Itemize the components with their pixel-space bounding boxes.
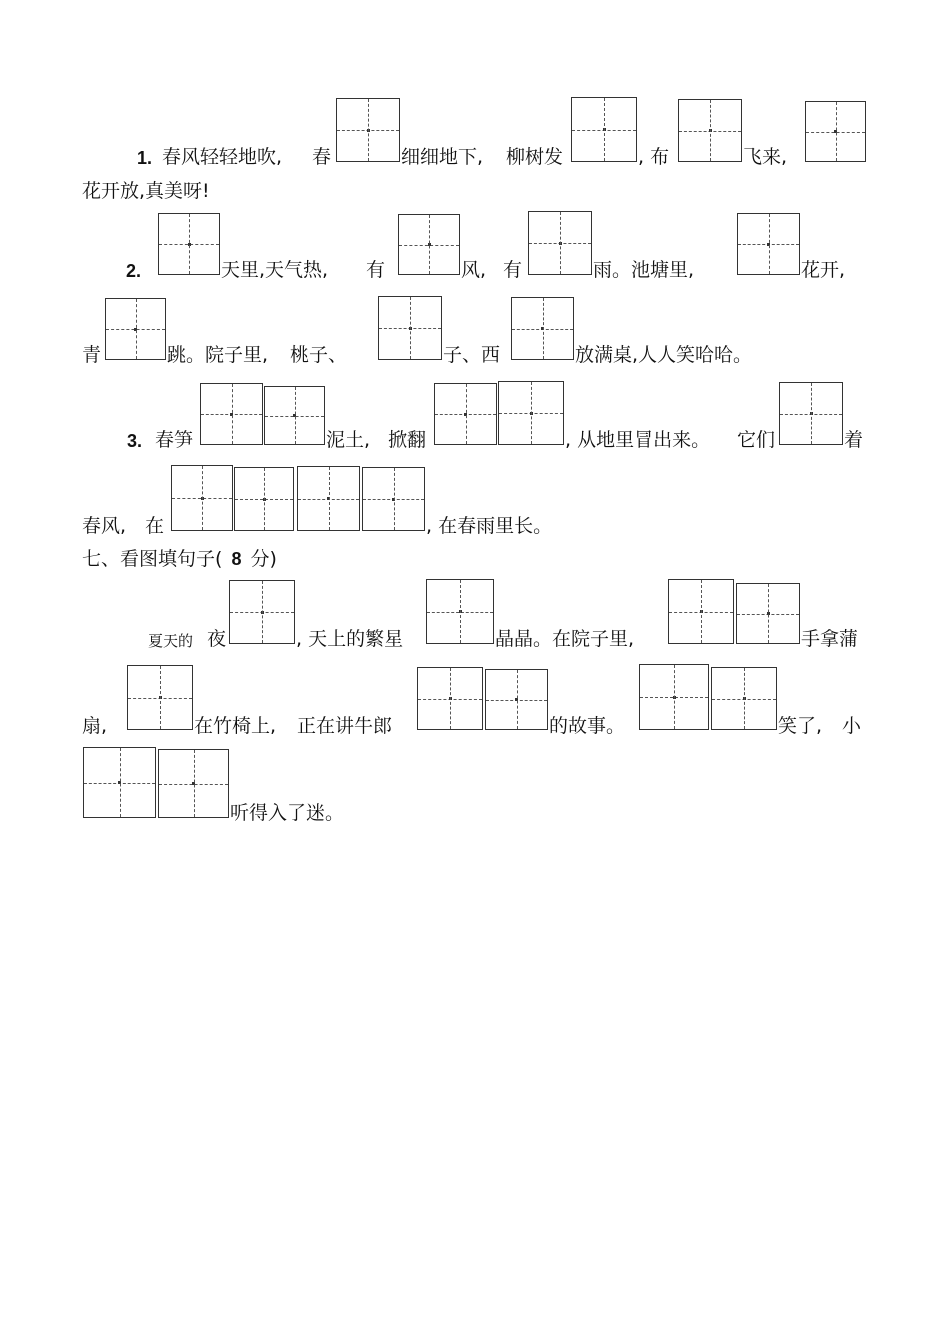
- answer-box[interactable]: [200, 383, 263, 445]
- s7-text: 在竹椅上,: [194, 715, 277, 737]
- answer-box[interactable]: [485, 669, 548, 730]
- s7-text: 的故事。: [549, 715, 626, 737]
- answer-box[interactable]: [571, 97, 637, 162]
- q1-text: 花开放,真美呀!: [82, 180, 210, 202]
- q3-text: 它们: [737, 429, 776, 451]
- answer-box[interactable]: [678, 99, 742, 162]
- q2-text: 天里,天气热,: [221, 259, 329, 281]
- s7-text: 小: [842, 715, 862, 737]
- section-title: [82, 547, 277, 571]
- q3-text: 在: [145, 515, 165, 537]
- s7-text: , 天上的繁星: [296, 628, 404, 650]
- answer-box[interactable]: [127, 665, 193, 730]
- q3-text: 着: [844, 429, 864, 451]
- q3-text: , 在春雨里长。: [426, 515, 553, 537]
- answer-box[interactable]: [736, 583, 800, 644]
- answer-box[interactable]: [417, 667, 483, 730]
- section-title-text: 七、看图填句子(: [82, 548, 223, 570]
- q3-text: 春风,: [82, 515, 127, 537]
- s7-text: 笑了,: [778, 715, 823, 737]
- answer-box[interactable]: [426, 579, 494, 644]
- answer-box[interactable]: [434, 383, 497, 445]
- s7-text: 听得入了迷。: [230, 802, 345, 824]
- answer-box[interactable]: [805, 101, 866, 162]
- q3-text: 泥土,: [326, 429, 371, 451]
- answer-box[interactable]: [336, 98, 400, 162]
- answer-box[interactable]: [229, 580, 295, 644]
- q1-text: 柳树发: [506, 146, 564, 168]
- s7-text: 扇,: [82, 715, 108, 737]
- s7-text: 正在讲牛郎: [297, 715, 393, 737]
- q2-text: 花开,: [801, 259, 846, 281]
- q1-text: , 布: [638, 146, 670, 168]
- q2-text: 雨。池塘里,: [593, 259, 695, 281]
- answer-box[interactable]: [171, 465, 233, 531]
- answer-box[interactable]: [668, 579, 734, 644]
- answer-box[interactable]: [398, 214, 460, 275]
- q2-text: 风,: [461, 259, 487, 281]
- s7-text: 晶晶。在院子里,: [495, 628, 635, 650]
- section-title-end: 分): [250, 548, 277, 570]
- s7-text: 夏天的: [148, 632, 194, 650]
- q2-text: 青: [82, 344, 102, 366]
- s7-text: 夜: [207, 628, 227, 650]
- q1-text: 春风轻轻地吹,: [162, 146, 283, 168]
- answer-box[interactable]: [83, 747, 156, 818]
- q3-text: 掀翻: [388, 429, 427, 451]
- answer-box[interactable]: [362, 467, 425, 531]
- answer-box[interactable]: [234, 467, 294, 531]
- answer-box[interactable]: [498, 381, 564, 445]
- q1-text: 细细地下,: [401, 146, 484, 168]
- answer-box[interactable]: [378, 296, 442, 360]
- q2-text: 有: [503, 259, 523, 281]
- answer-box[interactable]: [105, 298, 166, 360]
- q1-text: 飞来,: [743, 146, 788, 168]
- question-3-number: 3.: [127, 431, 143, 451]
- q3-text: 春笋: [155, 429, 194, 451]
- answer-box[interactable]: [639, 664, 709, 730]
- section-score: 8: [231, 549, 242, 569]
- q2-text: 有: [366, 259, 386, 281]
- answer-box[interactable]: [528, 211, 592, 275]
- s7-text: 手拿蒲: [801, 628, 859, 650]
- answer-box[interactable]: [779, 382, 843, 445]
- question-2-number: 2.: [126, 261, 142, 281]
- answer-box[interactable]: [737, 213, 800, 275]
- q2-text: 跳。院子里,: [167, 344, 269, 366]
- answer-box[interactable]: [158, 749, 229, 818]
- q2-text: 放满桌,人人笑哈哈。: [575, 344, 753, 366]
- q2-text: 子、西: [443, 344, 501, 366]
- q2-text: 桃子、: [290, 344, 348, 366]
- answer-box[interactable]: [297, 466, 360, 531]
- q3-text: , 从地里冒出来。: [565, 429, 711, 451]
- question-1-number: 1.: [137, 148, 153, 168]
- answer-box[interactable]: [158, 213, 220, 275]
- answer-box[interactable]: [264, 386, 325, 445]
- q1-text: 春: [312, 146, 332, 168]
- answer-box[interactable]: [511, 297, 574, 360]
- answer-box[interactable]: [711, 667, 777, 730]
